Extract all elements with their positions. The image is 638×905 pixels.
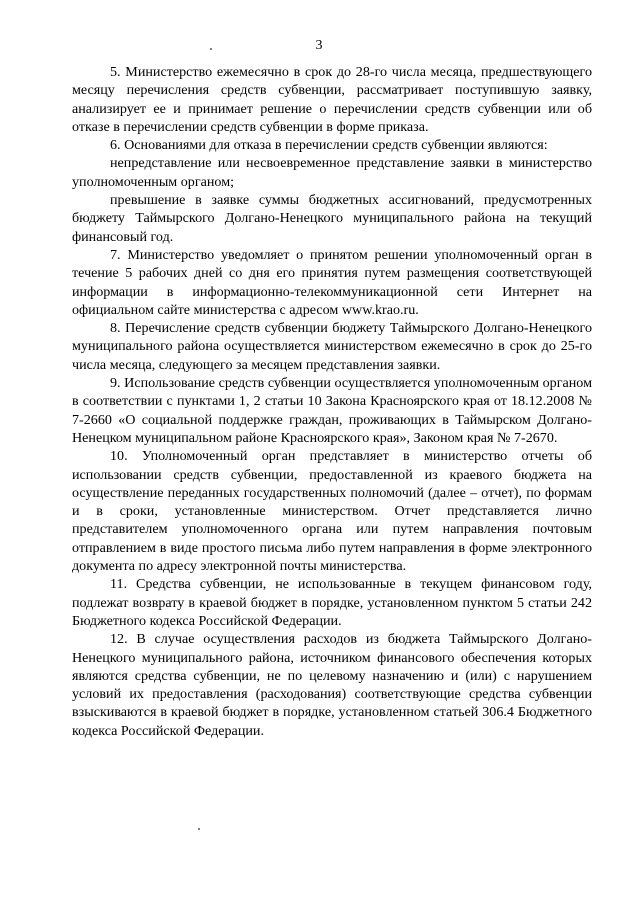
paragraph-8: 8. Перечисление средств субвенции бюджету Таймырского Долгано-Ненецкого муниципального района осуществляется министерством ежемесячно в срок до 25-го числа месяца, следующего за месяцем представления заявки. [72,320,592,373]
paragraph-6: 6. Основаниями для отказа в перечислении средств субвенции являются: [110,137,548,154]
paragraph-6-item-1: непредставление или несвоевременное представление заявки в министерство уполномоченным органом; [72,155,592,190]
paragraph-9: 9. Использование средств субвенции осуществляется уполномоченным органом в соответствии с пунктами 1, 2 статьи 10 Закона Красноярского края от 18.12.2008 № 7-2660 «О социальной поддержке граждан, проживающих в Таймырском Долгано-Ненецком муниципальном районе Красноярского края», Законом края № 7-2670. [72,375,592,446]
scan-speck [198,828,200,830]
paragraph-11: 11. Средства субвенции, не использованные в текущем финансовом году, подлежат возврату в краевой бюджет в порядке, установленном пунктом 5 статьи 242 Бюджетного кодекса Российской Федерации. [72,576,592,629]
document-body [72,63,592,740]
page-number: 3 [315,38,323,53]
paragraph-10: 10. Уполномоченный орган представляет в министерство отчеты об использовании средств субвенции, предоставленной из краевого бюджета на осуществление переданных государственных полномочий (далее – отчет), по формам и в сроки, установленные министерством. Отчет представляется лично представителем уполномоченного органа или путем направления почтовым отправлением в виде простого письма либо путем направления в форме электронного документа по адресу электронной почты министерства. [72,448,592,575]
paragraph-7: 7. Министерство уведомляет о принятом решении уполномоченный орган в течение 5 рабочих дней со дня его принятия путем размещения соответствующей информации в информационно-телекоммуникационной сети Интернет на официальном сайте министерства с адресом www.krao.ru. [72,246,592,318]
paragraph-12: 12. В случае осуществления расходов из бюджета Таймырского Долгано-Ненецкого муниципального района, источником финансового обеспечения которых являются средства субвенции, не по целевому назначению и (или) с нарушением условий их предоставления (расходования) соответствующие средства субвенции взыскиваются в краевой бюджет в порядке, установленном статьей 306.4 Бюджетного кодекса Российской Федерации. [72,631,592,739]
paragraph-5: 5. Министерство ежемесячно в срок до 28-го числа месяца, предшествующего месяцу перечисления средств субвенции, рассматривает поступившую заявку, анализирует ее и принимает решение о перечислении средств субвенции или об отказе в перечислении средств субвенции в форме приказа. [72,64,592,135]
paragraph-6-item-2: превышение в заявке суммы бюджетных ассигнований, предусмотренных бюджету Таймырского Долгано-Ненецкого муниципального района на текущий финансовый год. [72,192,592,245]
